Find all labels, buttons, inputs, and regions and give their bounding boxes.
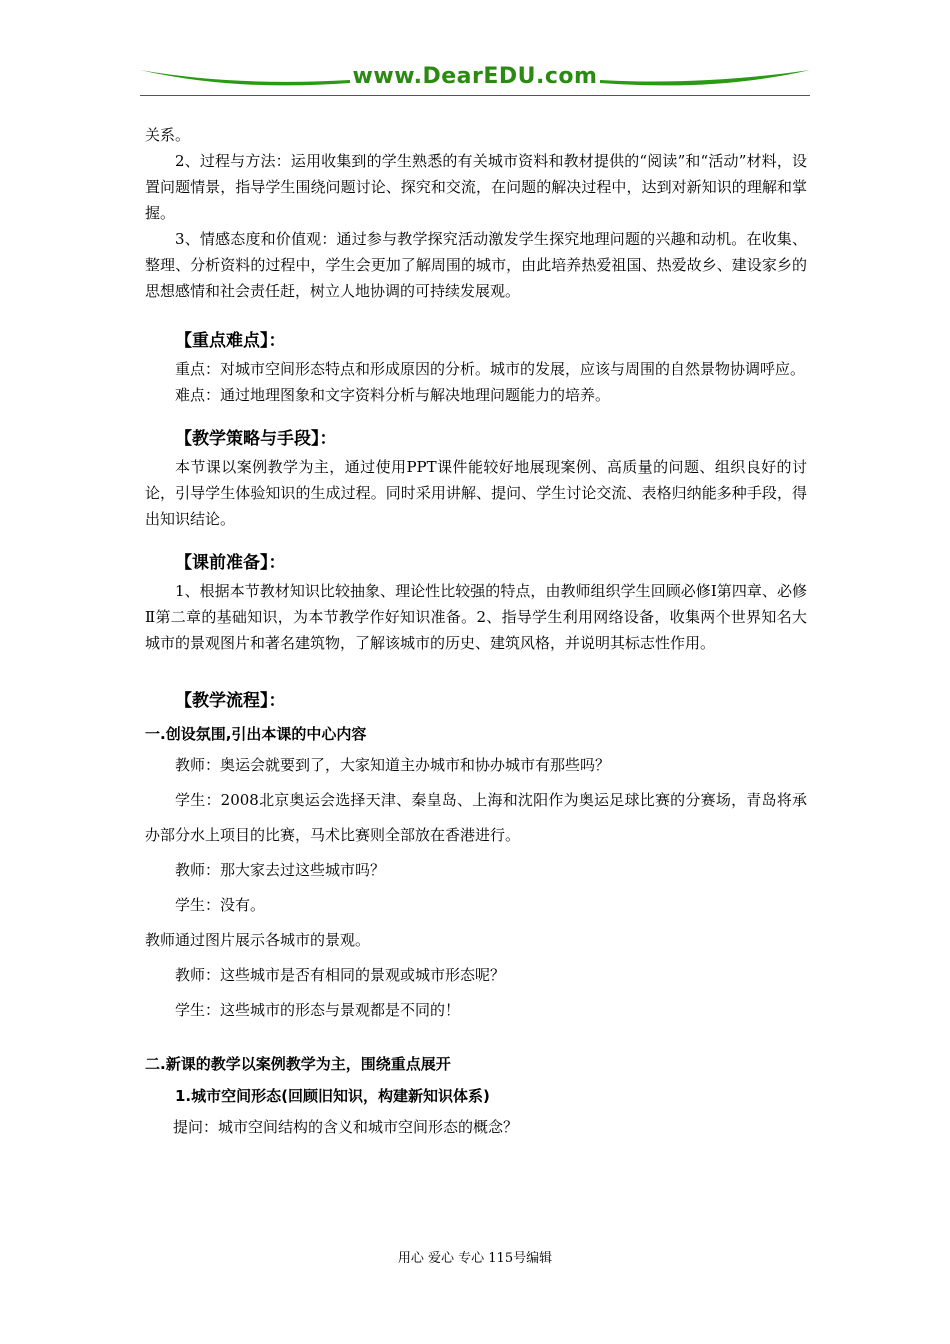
document-body	[145, 122, 807, 1145]
section-heading: 【重点难点】：	[175, 331, 286, 351]
paragraph: 3、情感态度和价值观：通过参与教学探究活动激发学生探究地理问题的兴趣和动机。在收集、整理、分析资料的过程中，学生会更加了解周围的城市，由此培养热爱祖国、热爱故乡、建设家乡的思想感情和社会责任赶，树立人地协调的可持续发展观。	[145, 230, 807, 300]
dialogue-line: 教师：奥运会就要到了，大家知道主办城市和协办城市有那些吗？	[175, 756, 611, 774]
section-heading: 【课前准备】：	[175, 553, 286, 573]
dialogue-line: 学生：2008北京奥运会选择天津、秦皇岛、上海和沈阳作为奥运足球比赛的分赛场，青岛将承办部分水上项目的比赛，马术比赛则全部放在香港进行。	[145, 791, 807, 844]
paragraph: 2、过程与方法：运用收集到的学生熟悉的有关城市资料和教材提供的“阅读”和“活动”材料，设置问题情景，指导学生围绕问题讨论、探究和交流，在问题的解决过程中，达到对新知识的理解和掌握。	[145, 152, 807, 222]
subsection-heading: 1.城市空间形态(回顾旧知识，构建新知识体系)	[175, 1087, 490, 1105]
header-divider	[140, 95, 810, 96]
dialogue-line: 教师：那大家去过这些城市吗？	[175, 861, 386, 879]
dialogue-line: 提问：城市空间结构的含义和城市空间形态的概念？	[173, 1118, 519, 1136]
paragraph: 难点：通过地理图象和文字资料分析与解决地理问题能力的培养。	[175, 386, 611, 404]
page-header	[140, 62, 810, 96]
paragraph: 重点：对城市空间形态特点和形成原因的分析。城市的发展，应该与周围的自然景物协调呼应。	[175, 360, 806, 378]
page-footer: 用心 爱心 专心 115号编辑	[397, 1251, 553, 1266]
dialogue-line: 教师通过图片展示各城市的景观。	[145, 931, 371, 949]
section-heading: 【教学流程】：	[175, 691, 286, 711]
dialogue-line: 教师：这些城市是否有相同的景观或城市形态呢？	[175, 966, 506, 984]
paragraph: 本节课以案例教学为主，通过使用PPT课件能较好地展现案例、高质量的问题、组织良好的讨论，引导学生体验知识的生成过程。同时采用讲解、提问、学生讨论交流、表格归纳能多种手段，得出知识结论。	[145, 458, 807, 528]
subsection-heading: 二.新课的教学以案例教学为主，围绕重点展开	[145, 1055, 451, 1073]
paragraph: 1、根据本节教材知识比较抽象、理论性比较强的特点，由教师组织学生回顾必修Ⅰ第四章、必修Ⅱ第二章的基础知识，为本节教学作好知识准备。2、指导学生利用网络设备，收集两个世界知名大城市的景观图片和著名建筑物，了解该城市的历史、建筑风格，并说明其标志性作用。	[145, 582, 807, 652]
section-heading: 【教学策略与手段】：	[175, 429, 337, 449]
subsection-heading: 一.创设氛围,引出本课的中心内容	[145, 725, 367, 743]
dialogue-line: 学生：没有。	[175, 896, 266, 914]
paragraph: 关系。	[145, 126, 191, 144]
site-logo-text: www.DearEDU.com	[352, 64, 598, 89]
dialogue-line: 学生：这些城市的形态与景观都是不同的！	[175, 1001, 461, 1019]
